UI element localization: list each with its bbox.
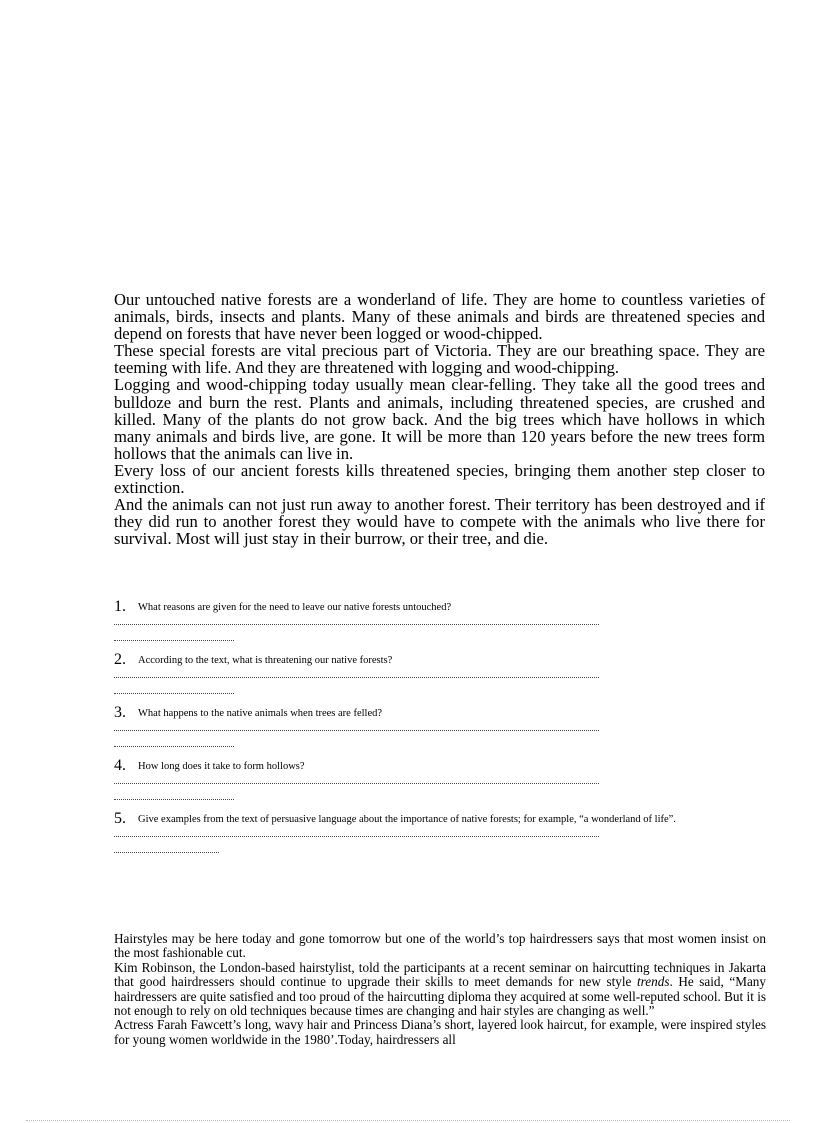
question-item	[114, 757, 766, 800]
question-item	[114, 704, 766, 747]
question-number: 2.	[114, 651, 126, 668]
answer-line[interactable]	[114, 624, 599, 625]
question-item	[114, 651, 766, 694]
passage-paragraph: Our untouched native forests are a wonderland of life. They are home to countless varieties of animals, birds, insects and plants. Many of these animals and birds are threatened species and depend on forests that have never been logged or wood-chipped.	[114, 290, 765, 344]
passage-paragraph	[114, 961, 766, 1019]
question-text: What happens to the native animals when trees are felled?	[138, 708, 383, 719]
forest-passage	[114, 291, 765, 547]
passage-text: . He said, “Many hairdressers are quite satisfied and too proud of the haircutting diploma they acquired at some well-reputed school. But it is not enough to rely on old techniques because times are changing and hair styles are changing as well.”	[114, 974, 766, 1019]
passage-text: Kim Robinson, the London-based hairstylist, told the participants at a recent seminar on haircutting techniques in Jakarta that good hairdressers should continue to upgrade their skills to meet demands for new style	[114, 959, 766, 990]
question-text: What reasons are given for the need to leave our native forests untouched?	[138, 602, 452, 613]
answer-line[interactable]	[114, 799, 234, 800]
passage-paragraph: These special forests are vital precious part of Victoria. They are our breathing space. They are teeming with life. And they are threatened with logging and wood-chipping.	[114, 341, 765, 378]
page-divider	[26, 1120, 790, 1121]
question-number: 3.	[114, 704, 126, 721]
hairstyle-passage	[114, 932, 766, 1047]
answer-line[interactable]	[114, 783, 599, 784]
question-number: 4.	[114, 757, 126, 774]
passage-paragraph: Every loss of our ancient forests kills threatened species, bringing them another step closer to extinction.	[114, 460, 765, 498]
answer-line[interactable]	[114, 746, 234, 747]
answer-line[interactable]	[114, 852, 219, 853]
answer-line[interactable]	[114, 730, 599, 731]
question-text: According to the text, what is threatening our native forests?	[138, 655, 393, 666]
answer-line[interactable]	[114, 640, 234, 641]
passage-paragraph: Actress Farah Fawcett’s long, wavy hair and Princess Diana’s short, layered look haircut, for example, were inspired styles for young women worldwide in the 1980’.Today, hairdressers all	[114, 1017, 766, 1047]
question-text: Give examples from the text of persuasive language about the importance of native forests; for example, “a wonderland of life”.	[138, 814, 676, 825]
question-text: How long does it take to form hollows?	[138, 761, 305, 772]
passage-paragraph: And the animals can not just run away to another forest. Their territory has been destroyed and if they did run to another forest they would have to compete with the animals who live there for survival. Most will just stay in their burrow, or their tree, and die.	[114, 495, 765, 549]
question-list	[114, 598, 766, 853]
question-item	[114, 598, 766, 641]
answer-line[interactable]	[114, 693, 234, 694]
question-number: 1.	[114, 598, 126, 615]
emphasized-word: trends	[636, 974, 670, 990]
answer-line[interactable]	[114, 836, 599, 837]
question-number: 5.	[114, 810, 126, 827]
answer-line[interactable]	[114, 677, 599, 678]
passage-paragraph: Hairstyles may be here today and gone tomorrow but one of the world’s top hairdressers says that most women insist on the most fashionable cut.	[114, 931, 766, 961]
passage-paragraph: Logging and wood-chipping today usually mean clear-felling. They take all the good trees and bulldoze and burn the rest. Plants and animals, including threatened species, are crushed and killed. Many of the plants do not grow back. And the big trees which have hollows in which many animals and birds live, are gone. It will be more than 120 years before the new trees form hollows that the animals can live in.	[114, 375, 765, 463]
question-item	[114, 810, 766, 853]
